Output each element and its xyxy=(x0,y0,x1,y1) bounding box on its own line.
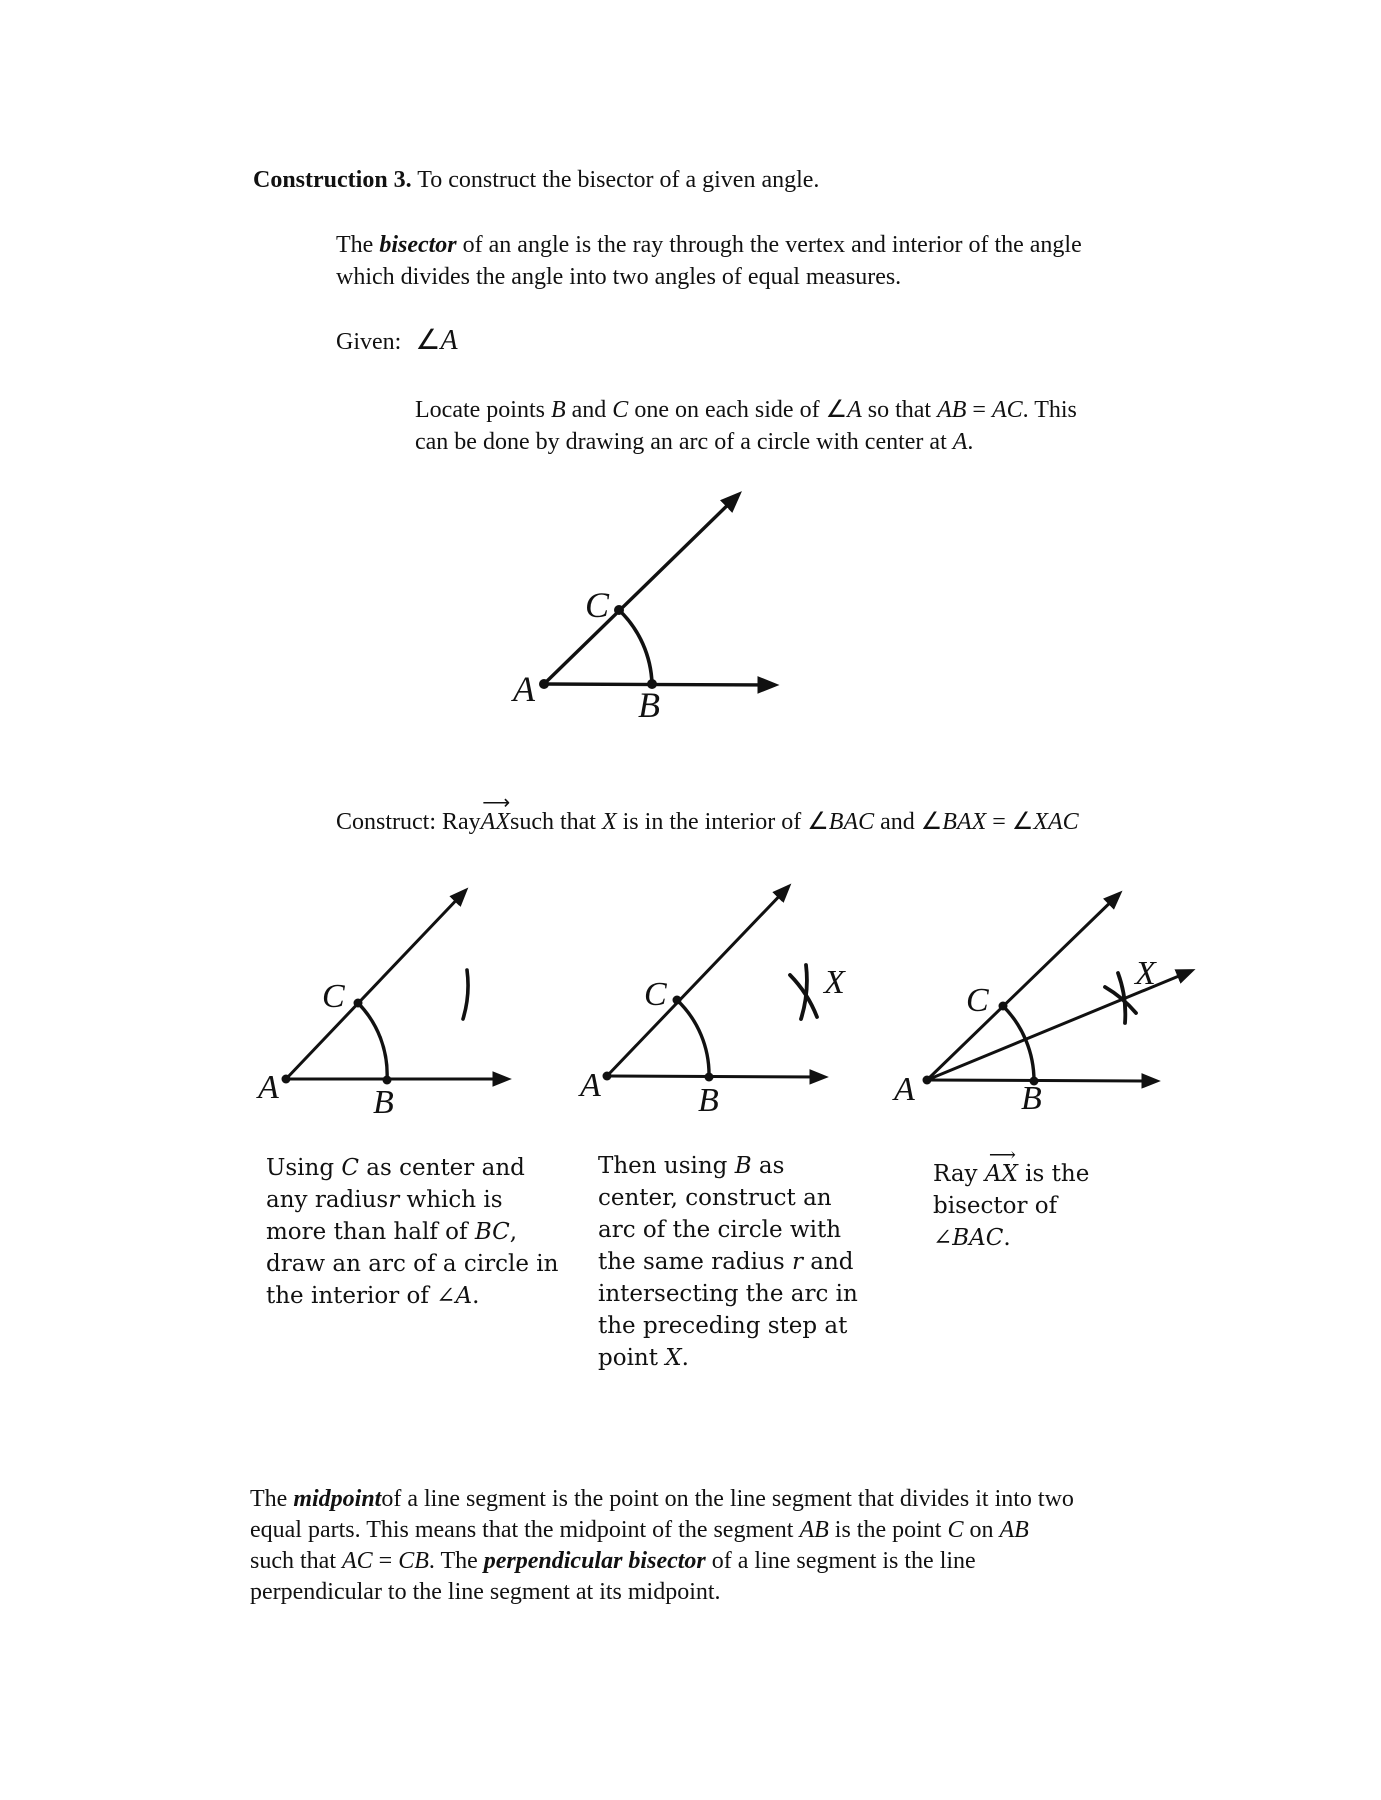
point-b-label: B xyxy=(638,685,660,725)
ray-ac xyxy=(607,887,788,1076)
point-c-dot xyxy=(354,999,363,1008)
construct-label: Construct: Ray xyxy=(336,809,481,835)
point-a-dot xyxy=(282,1075,291,1084)
point-b-label: B xyxy=(373,1084,394,1121)
point-b-label: B xyxy=(698,1082,719,1119)
given-angle-diagram xyxy=(440,470,800,750)
definition-line-1: The bisector of an angle is the ray through the vertex and interior of the angle xyxy=(336,232,1082,258)
point-c-label: C xyxy=(644,976,667,1013)
arc-from-c xyxy=(463,970,468,1019)
definition-line-2: which divides the angle into two angles of equal measures. xyxy=(336,264,902,290)
point-a-dot xyxy=(923,1076,932,1085)
step3-diagram xyxy=(880,860,1225,1160)
title-bold: Construction 3. xyxy=(253,167,412,193)
step1-caption: Using C as center and any radiusr which is more than half of BC, draw an arc of a circle in the interior of ∠A. xyxy=(266,1155,559,1309)
title-rest: To construct the bisector of a given angle. xyxy=(411,167,820,193)
midpoint-definition: The midpointof a line segment is the point on the line segment that divides it into two equal parts. This means that the midpoint of the segment AB is the point C on AB such that AC = CB. The perpendicular bisector of a line segment is the line perpendicular to the line segment at its midpoint. xyxy=(250,1486,1074,1605)
arc-bc xyxy=(619,610,652,684)
given-label: Given: xyxy=(336,329,402,355)
point-x-label: X xyxy=(824,964,845,1001)
point-a-label: A xyxy=(513,669,535,709)
point-b-dot xyxy=(705,1073,714,1082)
point-a-label: A xyxy=(258,1069,279,1106)
construct-statement: Construct: Ray ⟶ AXsuch that X is in the interior of ∠BAC and ∠BAX = ∠XAC xyxy=(336,806,1079,838)
step2-diagram xyxy=(560,870,865,1160)
ray-ax-notation: ⟶ AX xyxy=(481,806,510,838)
midpoint-term: midpoint xyxy=(293,1486,382,1512)
arc-bc xyxy=(677,1000,709,1077)
ray-ax-notation: ⟶ AX xyxy=(985,1158,1018,1190)
point-c-label: C xyxy=(585,585,610,625)
step3-caption: Ray ⟶ AX is the bisector of ∠BAC. xyxy=(933,1144,1090,1251)
locate-line-1: Locate points B and C one on each side of ∠A so that AB = AC. This xyxy=(415,397,1077,423)
point-a-label: A xyxy=(894,1071,915,1108)
step2-caption: Then using B as center, construct an arc of the circle with the same radius r and intersecting the arc in the preceding step at point X. xyxy=(598,1153,858,1371)
step1-diagram xyxy=(230,870,530,1160)
given-statement xyxy=(336,325,458,358)
point-c-label: C xyxy=(322,978,345,1015)
given-angle: ∠A xyxy=(415,325,458,356)
bisector-term: bisector xyxy=(379,232,457,258)
point-c-dot xyxy=(673,996,682,1005)
locate-instruction xyxy=(415,394,1077,458)
ray-ac xyxy=(544,495,738,684)
arc-bc xyxy=(358,1003,387,1080)
bisector-definition xyxy=(336,229,1082,293)
point-a-dot xyxy=(539,679,549,689)
arc-from-b xyxy=(1105,987,1136,1013)
ray-over-arrow-icon: ⟶ xyxy=(988,1144,1016,1167)
locate-line-2: can be done by drawing an arc of a circle with center at A. xyxy=(415,429,974,455)
ray-over-arrow-icon: ⟶ xyxy=(482,791,511,814)
point-x-label: X xyxy=(1135,955,1156,992)
point-a-dot xyxy=(603,1072,612,1081)
point-a-label: A xyxy=(580,1067,601,1104)
point-c-dot xyxy=(999,1002,1008,1011)
page-title xyxy=(253,164,819,196)
ray-ab xyxy=(607,1076,824,1077)
point-c-label: C xyxy=(966,982,989,1019)
point-b-label: B xyxy=(1021,1080,1042,1117)
ray-ac xyxy=(286,891,465,1079)
point-c-dot xyxy=(614,605,624,615)
ray-ac xyxy=(927,894,1119,1080)
perpendicular-bisector-term: perpendicular bisector xyxy=(483,1548,706,1574)
